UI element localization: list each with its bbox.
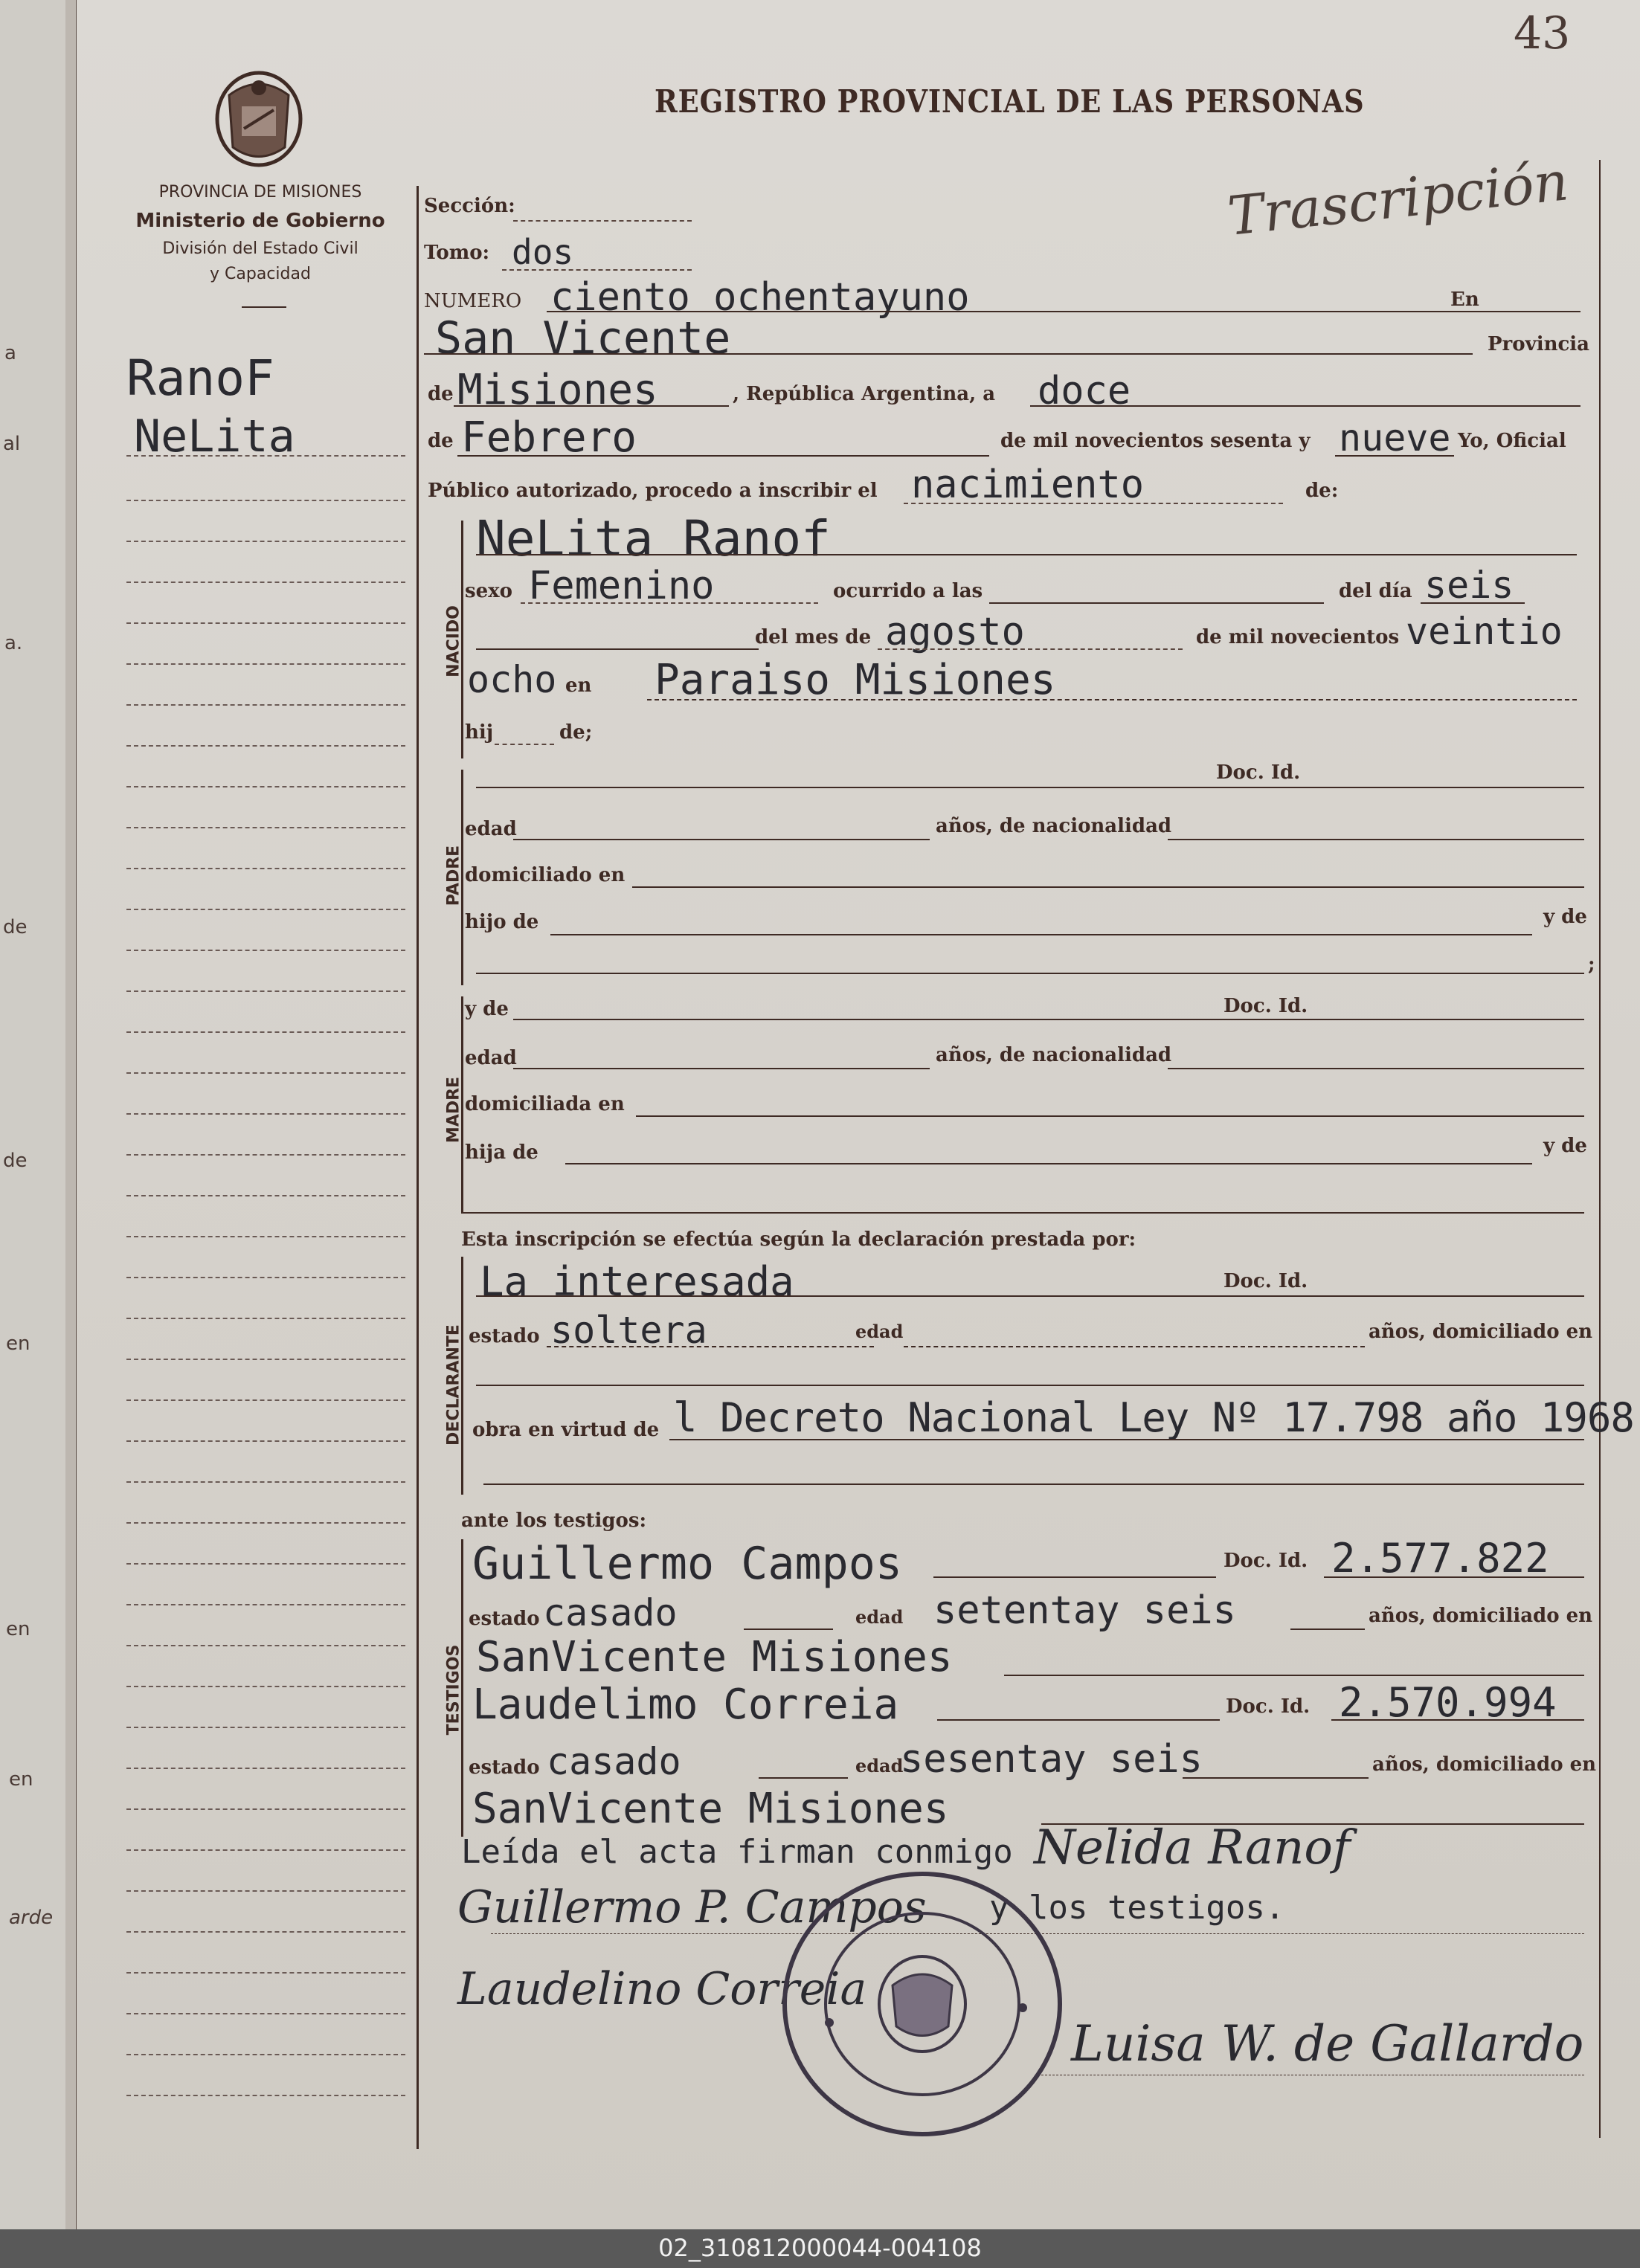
en-label-2: en (565, 674, 592, 697)
madre-domicilio-label: domiciliada en (465, 1093, 625, 1115)
declarante-edad-label: edad (855, 1321, 904, 1342)
testigo-1-estado-label: estado (469, 1608, 540, 1630)
en-label: En (1450, 289, 1479, 311)
madre-y-de-end-label: y de (1543, 1135, 1587, 1157)
declarante-section-label: DECLARANTE (444, 1324, 463, 1446)
year-value-2: ocho (467, 658, 557, 701)
mes-label: del mes de (755, 626, 872, 648)
madre-hija-label: hija de (465, 1141, 538, 1164)
madre-y-de-label: y de (465, 998, 509, 1020)
declarante-doc-label: Doc. Id. (1223, 1270, 1308, 1292)
mil-label: de mil novecientos sesenta y (1000, 430, 1311, 452)
signer-1-signature: Nelida Ranof (1034, 1820, 1351, 1875)
declarante-estado-value: soltera (550, 1309, 707, 1352)
declarante-name: La interesada (480, 1258, 794, 1305)
seccion-label: Sección: (424, 195, 515, 217)
sexo-label: sexo (465, 580, 513, 602)
testigo-1-doc: 2.577.822 (1331, 1535, 1549, 1582)
image-id-label: 02_310812000044-004108 (658, 2234, 982, 2262)
declarante-domicilio-label: años, domiciliado en (1369, 1321, 1593, 1343)
mes-value: agosto (885, 610, 1025, 654)
obra-label: obra en virtud de (472, 1419, 660, 1441)
del-dia-label: del día (1339, 580, 1412, 602)
hij-de-label: de; (559, 721, 593, 744)
oficial-label: Yo, Oficial (1458, 430, 1566, 452)
testigo-2-domicilio: SanVicente Misiones (472, 1785, 949, 1833)
padre-hijo-label: hijo de (465, 911, 539, 933)
testigos-section-label: TESTIGOS (444, 1644, 463, 1736)
testigo-1-domicilio: SanVicente Misiones (476, 1633, 953, 1681)
madre-nacionalidad-label: años, de nacionalidad (936, 1044, 1172, 1066)
declarante-estado-label: estado (469, 1325, 540, 1347)
testigo-2-edad-label: edad (855, 1755, 904, 1776)
padre-doc-label: Doc. Id. (1216, 761, 1301, 784)
nacido-section-label: NACIDO (444, 605, 463, 677)
division-line-2: y Capacidad (210, 265, 311, 283)
division-line-1: División del Estado Civil (162, 239, 358, 258)
testigo-2-domicilio-label: años, domiciliado en (1372, 1753, 1597, 1776)
testigo-1-domicilio-label: años, domiciliado en (1369, 1605, 1593, 1627)
sexo-value: Femenino (528, 564, 715, 608)
padre-domicilio-label: domiciliado en (465, 864, 626, 886)
tomo-value: dos (512, 232, 574, 272)
ministry-heading: Ministerio de Gobierno (135, 210, 385, 232)
testigo-2-doc-label: Doc. Id. (1226, 1695, 1311, 1718)
margin-name: NeLita (134, 410, 295, 463)
binding-gutter (65, 0, 76, 2229)
numero-label: NUMERO (424, 290, 522, 312)
document-page: 43 PROVINCIA DE MISIONES Ministerio de Gobierno División del Estado Civil y Capacidad REGISTRO PROVINCIAL DE LAS PERSONAS Trascripción RanoF NeLita Sección: Tomo: dos NUMERO ciento ochentayuno En San Vicente Provincia de Misiones , República Argentina, a doce de Febrero de mil novecientos sesenta y nueve Yo, Oficial Público autorizado, procedo a inscribir el nacimiento de: NACIDO NeLita Ranof sexo Femenino ocurrido a las del día seis del mes de agosto de mil novecientos veintio ocho en Paraiso Misiones hij de; PADRE Doc. Id. edad años, de nacionalidad domiciliado en hijo de y de ; MADRE y de Doc. Id. edad años, de nacionalidad domiciliada en hija de y de Esta inscripción se efectúa según la declaración prestada por: DECLARANTE La interesada Doc. Id. estado soltera edad años, domiciliado en obra en virtud de l Decreto Nacional Ley Nº 17.798 año 1968 ante los testigos: TESTIGOS Guillermo Campos Doc. Id. 2.577.822 estado casado edad setentay seis años, domiciliado en SanVicente Misiones Laudelimo Correia Doc. Id. 2.570.994 estado casado edad sesentay seis años, domiciliado en SanVicente Misiones Leída el acta firman conmigo Nelida Ranof Guillermo P. Campos y los testigos. Laudelino Correia Luisa W. de Gallardo a al a. de de en en en arde (0, 0, 1640, 2229)
page-number: 43 (1514, 7, 1571, 59)
testigo-2-estado-label: estado (469, 1756, 540, 1779)
obra-value: l Decreto Nacional Ley Nº 17.798 año 1968 (673, 1394, 1634, 1441)
testigo-2-doc: 2.570.994 (1339, 1679, 1557, 1726)
testigo-1-edad: setentay seis (933, 1588, 1236, 1633)
column-divider (417, 186, 419, 2149)
testigo-1-estado: casado (543, 1591, 678, 1634)
tomo-label: Tomo: (424, 242, 490, 264)
closing-line-2-text: y los testigos. (989, 1889, 1285, 1927)
closing-line-1: Leída el acta firman conmigo (461, 1833, 1013, 1871)
lugar-value: Paraiso Misiones (655, 656, 1056, 704)
image-footer (0, 2229, 1640, 2268)
transcription-annotation: Trascripción (1224, 149, 1572, 248)
mil-label-2: de mil novecientos (1196, 626, 1400, 648)
numero-value: ciento ochentayuno (550, 275, 970, 320)
nacido-full-name: NeLita Ranof (476, 510, 831, 567)
hij-label: hij (465, 721, 494, 744)
officer-signature: Luisa W. de Gallardo (1071, 2015, 1584, 2072)
signer-3-signature: Laudelino Correia (457, 1963, 867, 2015)
province-value: Misiones (457, 366, 658, 414)
declarante-intro: Esta inscripción se efectúa según la declaración prestada por: (461, 1228, 1136, 1251)
province-heading: PROVINCIA DE MISIONES (158, 183, 362, 202)
place-value: San Vicente (435, 312, 731, 364)
official-stamp (777, 1866, 1067, 2142)
padre-edad-label: edad (465, 818, 517, 840)
de-label: de (428, 383, 454, 405)
madre-doc-label: Doc. Id. (1223, 995, 1308, 1017)
month-value: Febrero (461, 413, 637, 462)
madre-section-label: MADRE (444, 1076, 463, 1144)
padre-section-label: PADRE (444, 845, 463, 906)
document-title: REGISTRO PROVINCIAL DE LAS PERSONAS (655, 83, 1365, 120)
coat-of-arms-icon (210, 65, 307, 170)
year-value-1: veintio (1406, 610, 1563, 653)
testigo-2-edad: sesentay seis (900, 1737, 1203, 1782)
provincia-label: Provincia (1488, 333, 1590, 355)
dia-value: seis (1424, 564, 1514, 607)
republica-label: , República Argentina, a (733, 383, 996, 405)
testigo-1-doc-label: Doc. Id. (1223, 1550, 1308, 1572)
publico-label: Público autorizado, procedo a inscribir el (428, 480, 878, 502)
madre-edad-label: edad (465, 1047, 517, 1069)
de-label-2: de (428, 430, 454, 452)
padre-semicolon: ; (1588, 953, 1595, 976)
signer-2-signature: Guillermo P. Campos (457, 1881, 927, 1933)
testigo-2-estado: casado (547, 1740, 681, 1783)
testigo-2-name: Laudelimo Correia (472, 1681, 899, 1729)
testigo-1-name: Guillermo Campos (472, 1538, 902, 1590)
de-colon-label: de: (1305, 480, 1339, 502)
act-value: nacimiento (911, 463, 1145, 507)
testigo-1-edad-label: edad (855, 1606, 904, 1628)
year-value: nueve (1339, 416, 1451, 460)
day-value: doce (1038, 369, 1131, 413)
ocurrido-label: ocurrido a las (833, 580, 983, 602)
margin-surname: RanoF (126, 349, 274, 407)
padre-y-de-label: y de (1543, 906, 1587, 928)
padre-nacionalidad-label: años, de nacionalidad (936, 815, 1172, 837)
testigos-intro: ante los testigos: (461, 1510, 647, 1532)
